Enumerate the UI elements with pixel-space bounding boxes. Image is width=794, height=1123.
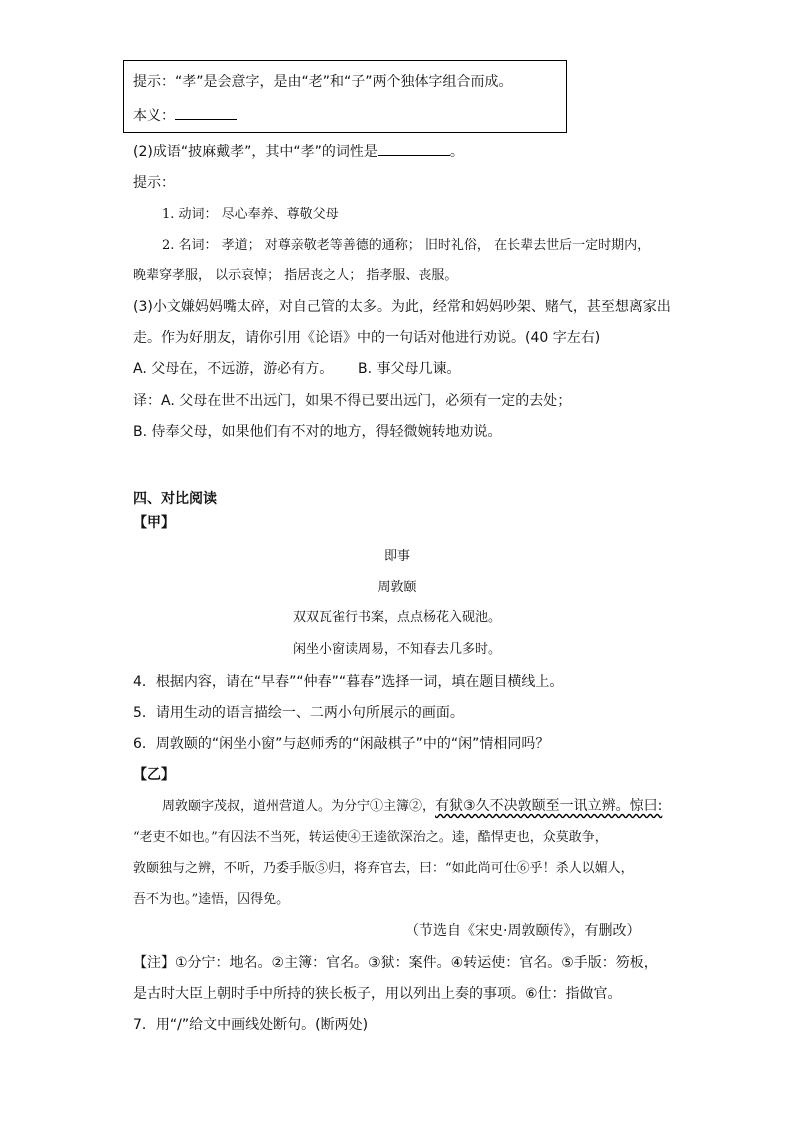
poem-line-1: 双双瓦雀行书案，点点杨花入砚池。 [292,610,501,625]
hint-box-definition [133,105,237,126]
label-jia: 【甲】 [133,515,175,531]
word-class-blank[interactable] [378,141,450,156]
question-2-text: (2)成语“披麻戴孝”，其中“孝”的词性是 [133,144,378,160]
prose-line-1 [162,796,662,817]
option-b: B. 事父母几谏。 [358,361,461,377]
prose-line-1-start: 周敦颐字茂叔，道州营道人。为分宁①主簿②， [162,799,436,814]
question-6: 6．周敦颐的“闲坐小窗”与赵师秀的“闲敲棋子”中的“闲”情相同吗？ [133,736,550,752]
hint-box-text: 提示：“孝”是会意字，是由“老”和“子”两个独体字组合而成。 [133,74,513,90]
translation-a: 译：A. 父母在世不出远门，如果不得已要出远门，必须有一定的去处； [133,393,572,409]
hint-verb: 1. 动词： 尽心奉养、尊敬父母 [162,207,339,222]
poem-title: 即事 [383,549,410,564]
poem-line-2: 闲坐小窗读周易，不知春去几多时。 [292,642,501,657]
translation-b: B. 侍奉父母，如果他们有不对的地方，得轻微婉转地劝说。 [133,424,502,440]
prose-line-3: 敦颐独与之辨，不听，乃委手版⑤归，将弃官去，曰：“如此尚可仕⑥乎！杀人以媚人， [133,861,634,876]
poem-author: 周敦颐 [377,580,417,595]
question-4: 4．根据内容，请在“早春”“仲春”“暮春”选择一词，填在题目横线上。 [133,674,564,690]
prose-line-4: 吾不为也。”逵悟，囚得免。 [133,892,290,907]
underlined-sentence: 有狱③久不决敦颐至一讯立辨。惊曰: [435,798,663,814]
source-citation: （节选自《宋史·周敦颐传》，有删改） [405,923,641,939]
question-7: 7．用“/”给文中画线处断句。(断两处) [133,1017,369,1033]
hint-label: 提示： [133,175,175,191]
definition-blank[interactable] [175,105,237,120]
hint-noun: 2. 名词： 孝道； 对尊亲敬老等善德的通称； 旧时礼俗， 在长辈去世后一定时期内， [162,238,651,253]
question-5: 5．请用生动的语言描绘一、二两小句所展示的画面。 [133,705,464,721]
question-3-line1: (3)小文嫌妈妈嘴太碎，对自己管的太多。为此，经常和妈妈吵架、赌气，甚至想离家出 [133,299,671,315]
option-a: A. 父母在，不远游，游必有方。 [133,361,334,377]
prose-line-2: “老吏不如也。”有囚法不当死，转运使④王逵欲深治之。逵，酷悍吏也，众莫敢争， [133,830,608,845]
definition-label: 本义： [133,108,175,124]
label-yi: 【乙】 [133,767,175,783]
question-2 [133,141,464,162]
note-line-1: 【注】①分宁：地名。②主簿：官名。③狱：案件。④转运使：官名。⑤手版：笏板， [133,955,658,971]
question-2-end: 。 [449,144,464,160]
hint-noun-cont: 晚辈穿孝服， 以示哀悼； 指居丧之人； 指孝服、丧服。 [133,268,458,283]
note-line-2: 是古时大臣上朝时手中所持的狭长板子，用以列出上奏的事项。⑥仕：指做官。 [133,986,622,1002]
section-heading: 四、对比阅读 [133,491,217,507]
question-3-line2: 走。作为好朋友，请你引用《论语》中的一句话对他进行劝说。(40 字左右) [133,330,601,346]
